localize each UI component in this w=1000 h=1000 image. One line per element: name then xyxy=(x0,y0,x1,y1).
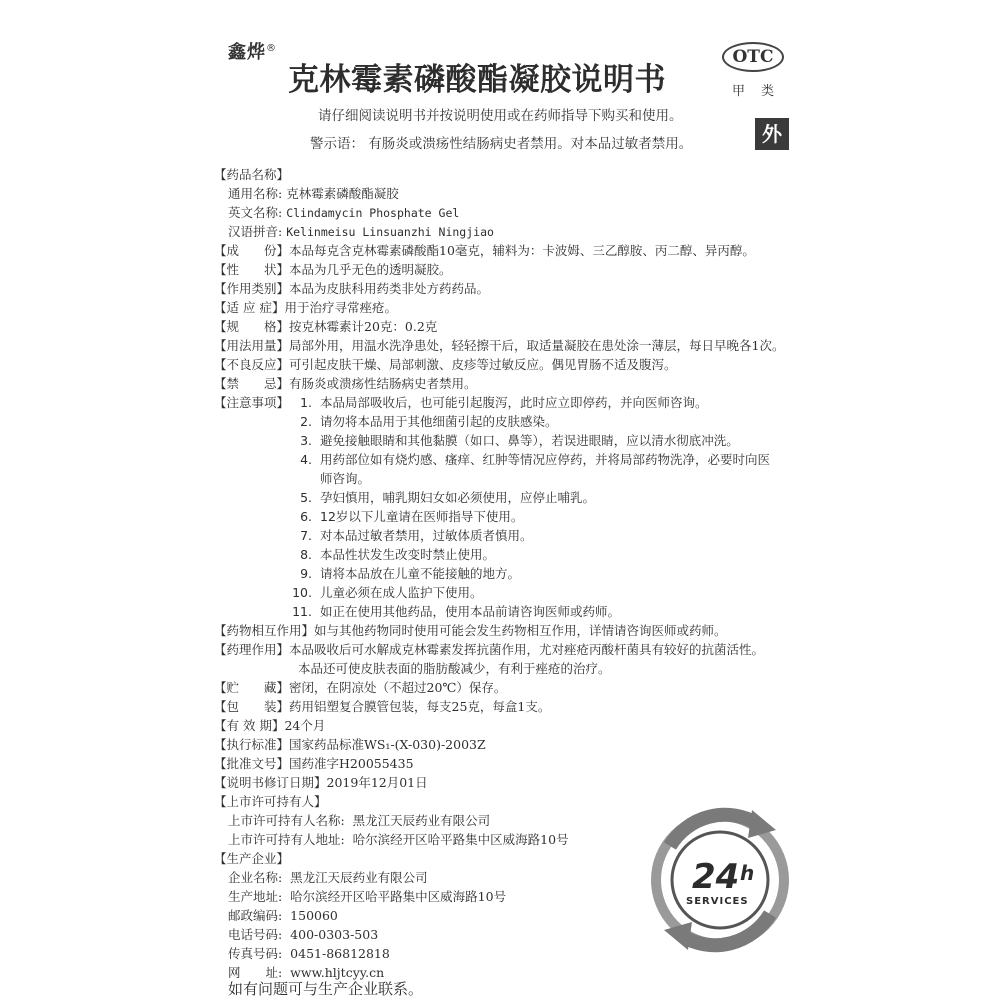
mfr-name-label: 企业名称: xyxy=(228,870,283,885)
adverse-label: 【不良反应】 xyxy=(214,357,290,372)
revision-text: 2019年12月01日 xyxy=(326,775,428,790)
24h-services-icon xyxy=(640,800,800,960)
pinyin-row xyxy=(228,222,494,242)
indication-text: 用于治疗寻常痤疮。 xyxy=(284,300,397,315)
badge-services: SERVICES xyxy=(686,896,749,907)
mfr-addr-row xyxy=(228,887,506,906)
mfr-zip: 150060 xyxy=(290,908,338,923)
interaction-row xyxy=(214,621,727,640)
mfr-addr-label: 生产地址: xyxy=(228,889,283,904)
mfr-phone: 400-0303-503 xyxy=(290,927,379,942)
pharm-text: 本品吸收后可水解成克林霉素发挥抗菌作用，尤对痤疮丙酸杆菌具有较好的抗菌活性。 xyxy=(289,642,765,657)
mfr-zip-row xyxy=(228,906,338,925)
list-item: 2. 请勿将本品用于其他细菌引起的皮肤感染。 xyxy=(300,414,558,429)
approval-label: 【批准文号】 xyxy=(214,756,290,771)
standard-row xyxy=(214,735,486,754)
pharm-label: 【药理作用】 xyxy=(214,642,290,657)
category-label: 【作用类别】 xyxy=(214,281,290,296)
pinyin-label: 汉语拼音: xyxy=(228,224,283,239)
contra-label: 【禁 忌】 xyxy=(214,376,290,391)
storage-label: 【贮 藏】 xyxy=(214,680,290,695)
usage-text: 局部外用，用温水洗净患处，轻轻擦干后，取适量凝胶在患处涂一薄层，每日早晚各1次。 xyxy=(289,338,785,353)
generic-name: 克林霉素磷酸酯凝胶 xyxy=(286,186,399,201)
composition-label: 【成 份】 xyxy=(214,243,290,258)
indication-row xyxy=(214,298,397,317)
badge-number: 24 xyxy=(692,857,740,897)
contra-row xyxy=(214,374,477,393)
category-text: 本品为皮肤科用药类非处方药药品。 xyxy=(289,281,490,296)
mfr-fax-row xyxy=(228,944,390,963)
mfr-phone-row xyxy=(228,925,378,944)
instruction-note: 请仔细阅读说明书并按说明使用或在药师指导下购买和使用。 xyxy=(318,108,683,124)
mfr-web[interactable]: www.hljtcyy.cn xyxy=(290,965,385,980)
composition-row xyxy=(214,241,755,260)
spec-text: 按克林霉素计20克：0.2克 xyxy=(289,319,438,334)
interaction-text: 如与其他药物同时使用可能会发生药物相互作用，详情请咨询医师或药师。 xyxy=(314,623,727,638)
package-text: 药用铝塑复合膜管包装，每支25克，每盒1支。 xyxy=(289,699,551,714)
validity-label: 【有 效 期】 xyxy=(214,718,285,733)
storage-row xyxy=(214,678,506,697)
validity-row xyxy=(214,716,325,735)
composition-text: 本品每克含克林霉素磷酸酯10毫克，辅料为：卡波姆、三乙醇胺、丙二醇、异丙醇。 xyxy=(289,243,755,258)
contra-text: 有肠炎或溃疡性结肠病史者禁用。 xyxy=(289,376,477,391)
standard-label: 【执行标准】 xyxy=(214,737,290,752)
warning-label: 警示语： xyxy=(310,136,364,152)
english-name-label: 英文名称: xyxy=(228,205,283,220)
badge-unit: h xyxy=(740,861,755,885)
approval-row xyxy=(214,754,414,773)
revision-label: 【说明书修订日期】 xyxy=(214,775,327,790)
otc-badge: OTC xyxy=(722,42,784,72)
mfr-name-row xyxy=(228,868,428,887)
adverse-text: 可引起皮肤干燥、局部刺激、皮疹等过敏反应。偶见胃肠不适及腹泻。 xyxy=(289,357,677,372)
list-item: 4. 用药部位如有烧灼感、瘙痒、红肿等情况应停药，并将局部药物洗净，必要时向医 xyxy=(300,452,771,467)
list-item: 5. 孕妇慎用，哺乳期妇女如必须使用，应停止哺乳。 xyxy=(300,490,596,505)
appearance-row xyxy=(214,260,452,279)
section-manufacturer: 【生产企业】 xyxy=(214,851,290,866)
indication-label: 【适 应 症】 xyxy=(214,300,285,315)
list-item: 9. 请将本品放在儿童不能接触的地方。 xyxy=(300,566,521,581)
mfr-name: 黑龙江天辰药业有限公司 xyxy=(290,870,428,885)
holder-addr-row xyxy=(228,830,569,849)
holder-name-row xyxy=(228,811,490,830)
list-item: 7. 对本品过敏者禁用，过敏体质者慎用。 xyxy=(300,528,533,543)
package-label: 【包 装】 xyxy=(214,699,290,714)
adverse-row xyxy=(214,355,677,374)
package-row xyxy=(214,697,550,716)
list-item: 8. 本品性状发生改变时禁止使用。 xyxy=(300,547,496,562)
list-item: 6. 12岁以下儿童请在医师指导下使用。 xyxy=(300,509,524,524)
external-use-badge: 外 xyxy=(755,118,789,150)
precautions-label: 【注意事项】 xyxy=(214,395,290,410)
mfr-fax-label: 传真号码: xyxy=(228,946,283,961)
pharm-row xyxy=(214,640,764,659)
section-drug-name: 【药品名称】 xyxy=(214,167,290,182)
list-item: 10. 儿童必须在成人监护下使用。 xyxy=(292,585,483,600)
section-holder: 【上市许可持有人】 xyxy=(214,794,327,809)
revision-row xyxy=(214,773,428,792)
appearance-text: 本品为几乎无色的透明凝胶。 xyxy=(289,262,452,277)
appearance-label: 【性 状】 xyxy=(214,262,290,277)
approval-text: 国药准字H20055435 xyxy=(289,756,414,771)
spec-label: 【规 格】 xyxy=(214,319,290,334)
validity-text: 24个月 xyxy=(284,718,326,733)
usage-row xyxy=(214,336,784,355)
mfr-web-label: 网 址: xyxy=(228,965,283,980)
english-name: Clindamycin Phosphate Gel xyxy=(286,206,460,220)
holder-name-label: 上市许可持有人名称: xyxy=(228,813,345,828)
holder-addr-label: 上市许可持有人地址: xyxy=(228,832,345,847)
brand-logo: 鑫烨® xyxy=(228,42,277,63)
holder-name: 黑龙江天辰药业有限公司 xyxy=(352,813,491,828)
holder-addr: 哈尔滨经开区哈平路集中区威海路10号 xyxy=(352,832,569,847)
list-item-continued: 师咨询。 xyxy=(320,471,371,486)
otc-class: 甲类 xyxy=(732,84,791,99)
pinyin-name: Kelinmeisu Linsuanzhi Ningjiao xyxy=(286,225,494,239)
list-item: 3. 避免接触眼睛和其他黏膜（如口、鼻等），若误进眼睛，应以清水彻底冲洗。 xyxy=(300,433,739,448)
mfr-phone-label: 电话号码: xyxy=(228,927,283,942)
category-row xyxy=(214,279,489,298)
page-title: 克林霉素磷酸酯凝胶说明书 xyxy=(288,62,666,98)
storage-text: 密闭，在阴凉处（不超过20℃）保存。 xyxy=(289,680,507,695)
mfr-addr: 哈尔滨经开区哈平路集中区威海路10号 xyxy=(290,889,507,904)
list-item: 11. 如正在使用其他药品，使用本品前请咨询医师或药师。 xyxy=(292,604,621,619)
mfr-fax: 0451-86812818 xyxy=(290,946,390,961)
spec-row xyxy=(214,317,437,336)
generic-name-label: 通用名称: xyxy=(228,186,283,201)
interaction-label: 【药物相互作用】 xyxy=(214,623,315,638)
warning-text: 有肠炎或溃疡性结肠病史者禁用。对本品过敏者禁用。 xyxy=(368,136,693,152)
generic-name-row xyxy=(228,184,399,203)
pharm-text-continued: 本品还可使皮肤表面的脂肪酸减少，有利于痤疮的治疗。 xyxy=(298,661,611,676)
usage-label: 【用法用量】 xyxy=(214,338,290,353)
list-item: 1. 本品局部吸收后，也可能引起腹泻，此时应立即停药，并向医师咨询。 xyxy=(300,395,708,410)
footer-note: 如有问题可与生产企业联系。 xyxy=(228,980,424,998)
english-name-row xyxy=(228,203,459,223)
standard-text: 国家药品标准WS₁-(X-030)-2003Z xyxy=(289,737,486,752)
warning-line xyxy=(310,132,692,152)
mfr-zip-label: 邮政编码: xyxy=(228,908,283,923)
